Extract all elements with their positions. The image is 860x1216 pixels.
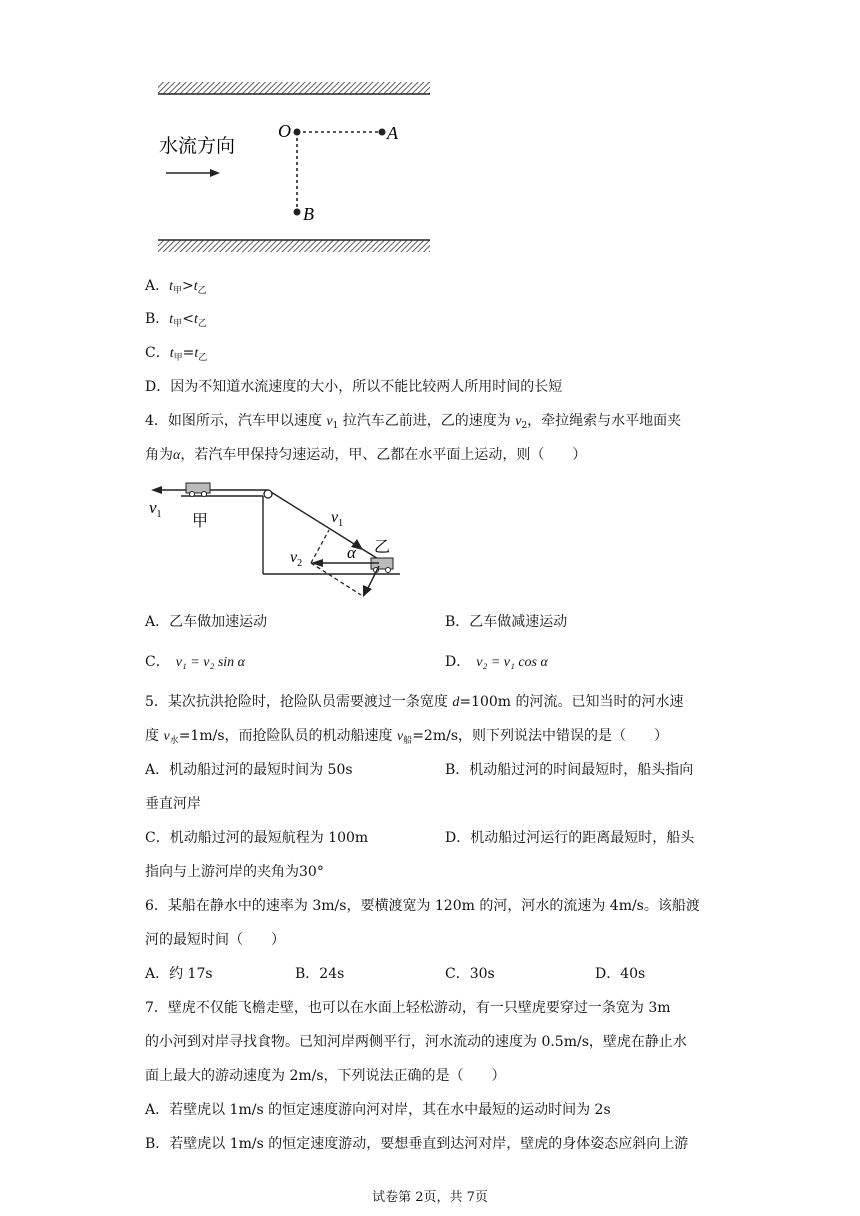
decomp-dash-1 (311, 530, 329, 563)
q6-stem-line2: 河的最短时间（ ） (145, 932, 285, 948)
q5-option-b-line1: B．机动船过河的时间最短时，船头指向 (445, 762, 694, 778)
car-jia-wheel-1 (190, 492, 195, 497)
car-jia-body (186, 483, 210, 493)
fig-jia-label: 甲 (192, 513, 209, 530)
q6-stem-line1: 6．某船在静水中的速率为 3m/s，要横渡宽为 120m 的河，河水的流速为 4m/s。该船渡 (145, 898, 700, 914)
car-pulley-diagram (145, 474, 415, 602)
decomp-dash-2 (311, 563, 361, 595)
q6-option-c: C．30s (445, 966, 495, 982)
flow-direction-label: 水流方向 (159, 136, 236, 157)
q4-option-a: A．乙车做加速运动 (145, 614, 268, 630)
q7-option-a: A．若壁虎以 1m/s 的恒定速度游向河对岸，其在水中最短的运动时间为 2s (145, 1102, 611, 1118)
q5-option-d-line2: 指向与上游河岸的夹角为30° (145, 864, 324, 880)
label-A: A (387, 123, 398, 143)
q4-stem-line2: 角为α，若汽车甲保持匀速运动，甲、乙都在水平面上运动，则（ ） (145, 447, 587, 463)
q3-option-a: A．$t_甲>t_乙$ (145, 278, 207, 296)
fig-alpha: α (347, 543, 356, 562)
q7-stem-line3: 面上最大的游动速度为 2m/s，下列说法正确的是（ ） (145, 1068, 506, 1084)
q3-option-c: C．$t_甲=t_乙$ (145, 345, 208, 363)
q5-stem-line2: 度 $v_水=1m/s$，而抢险队员的机动船速度 $v_船=2m/s$，则下列说法中错误的是（ ） (145, 728, 669, 746)
q5-option-a: A．机动船过河的最短时间为 50s (145, 762, 353, 778)
upper-bank-hatch (158, 82, 430, 94)
perp-arrow-shaft (367, 566, 379, 590)
car-jia-wheel-2 (202, 492, 207, 497)
q5-option-d-line1: D．机动船过河运行的距离最短时，船头 (445, 830, 695, 846)
q6-option-b: B．24s (295, 966, 345, 982)
point-B (294, 209, 301, 216)
q6-option-a: A．约 17s (145, 966, 213, 982)
q7-option-b: B．若壁虎以 1m/s 的恒定速度游动，要想垂直到达河对岸，壁虎的身体姿态应斜向上游 (145, 1136, 689, 1152)
q6-option-d: D．40s (595, 966, 646, 982)
q5-stem-line1: 5．某次抗洪抢险时，抢险队员需要渡过一条宽度 d=100m 的河流。已知当时的河水速 (145, 694, 684, 710)
fig-yi-label: 乙 (374, 539, 391, 556)
q5-option-b-line2: 垂直河岸 (145, 796, 201, 812)
point-A (379, 129, 386, 136)
car-yi-wheel-2 (386, 568, 391, 573)
river-diagram (150, 78, 440, 260)
flow-arrow-head (210, 169, 220, 177)
fig-v1-rope: $v_1$ (331, 509, 344, 529)
pulley (264, 490, 272, 498)
q3-option-b: B．$t_甲<t_乙$ (145, 311, 207, 329)
point-O (294, 129, 301, 136)
q7-stem-line1: 7．壁虎不仅能飞檐走壁，也可以在水面上轻松游动，有一只壁虎要穿过一条宽为 3m (145, 1000, 671, 1016)
label-B: B (303, 204, 314, 224)
q7-stem-line2: 的小河到对岸寻找食物。已知河岸两侧平行，河水流动的速度为 0.5m/s，壁虎在静止水 (145, 1034, 687, 1050)
q3-option-d: D．因为不知道水流速度的大小，所以不能比较两人所用时间的长短 (145, 379, 563, 395)
q4-stem-line1: 4．如图所示，汽车甲以速度 $v_1$ 拉汽车乙前进，乙的速度为 $v_2$，牵拉绳索与水平地面夹 (145, 413, 682, 431)
page-footer: 试卷第 2页，共 7页 (372, 1190, 488, 1205)
v1-arrow-head (151, 486, 162, 494)
q4-option-c: C． v₁ = v₂ sin α (145, 654, 246, 670)
q5-option-c: C．机动船过河的最短航程为 100m (145, 830, 369, 846)
label-O: O (278, 121, 291, 141)
q4-option-b: B．乙车做减速运动 (445, 614, 568, 630)
fig-v1-left: $v_1$ (149, 498, 162, 520)
q4-option-d: D． v₂ = v₁ cos α (445, 654, 548, 670)
fig-v2: $v_2$ (290, 549, 303, 569)
perp-arrow-head (363, 585, 372, 597)
rope-slant (271, 492, 383, 562)
lower-bank-hatch (158, 240, 430, 252)
